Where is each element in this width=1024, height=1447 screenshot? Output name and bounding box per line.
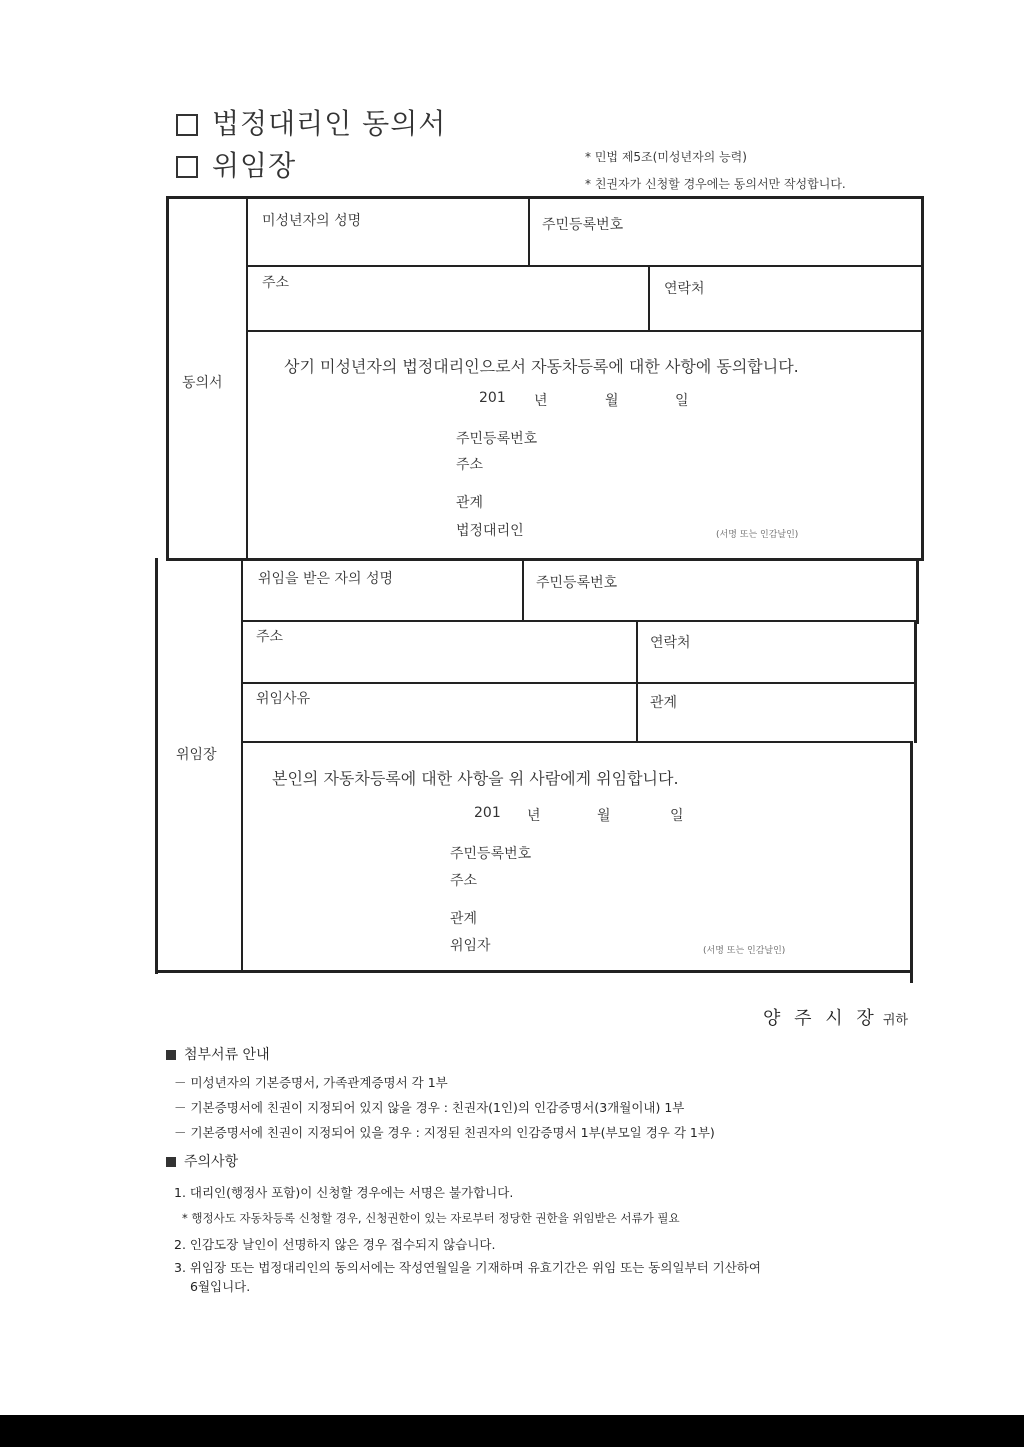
delegate-rrn-label: 주민등록번호: [536, 575, 618, 591]
consent-sign-name-label: 법정대리인: [456, 523, 524, 539]
delegate-contact-label: 연락처: [650, 635, 691, 651]
consent-sign-relation-label: 관계: [456, 495, 484, 511]
delegation-date-day-unit: 일: [670, 808, 684, 824]
delegate-address-label: 주소: [256, 629, 284, 645]
delegation-checkbox[interactable]: [176, 156, 198, 178]
consent-statement: 상기 미성년자의 법정대리인으로서 자동차등록에 대한 사항에 동의합니다.: [284, 357, 799, 376]
consent-section-label: 동의서: [182, 375, 223, 391]
law-note: * 민법 제5조(미성년자의 능력): [585, 150, 747, 164]
delegate-relation-label: 관계: [650, 695, 678, 711]
consent-date-year-unit: 년: [534, 393, 548, 409]
caution-subnote: * 행정사도 자동차등록 신청할 경우, 신청권한이 있는 자로부터 정당한 권한을 위임받은 서류가 필요: [182, 1211, 680, 1225]
attachment-item: － 기본증명서에 친권이 지정되어 있지 않을 경우 : 친권자(1인)의 인감증명서(3개월이내) 1부: [174, 1100, 685, 1115]
delegation-date-year-unit: 년: [527, 808, 541, 824]
delegation-date-month-unit: 월: [597, 808, 611, 824]
delegation-section-label: 위임장: [176, 747, 217, 763]
consent-sign-address-label: 주소: [456, 457, 484, 473]
square-bullet-icon: [166, 1050, 176, 1060]
minor-address-label: 주소: [262, 275, 290, 291]
delegation-seal-note: (서명 또는 인감날인): [703, 946, 786, 956]
delegation-sign-address-label: 주소: [450, 873, 478, 889]
consent-sign-rrn-label: 주민등록번호: [456, 431, 538, 447]
caution-item: 2. 인감도장 날인이 선명하지 않은 경우 접수되지 않습니다.: [174, 1237, 496, 1252]
delegation-statement: 본인의 자동차등록에 대한 사항을 위 사람에게 위임합니다.: [272, 769, 679, 788]
attachment-item: － 미성년자의 기본증명서, 가족관계증명서 각 1부: [174, 1075, 448, 1090]
cautions-heading: 주의사항: [166, 1151, 238, 1171]
square-bullet-icon: [166, 1157, 176, 1167]
consent-date-day-unit: 일: [675, 393, 689, 409]
parent-note: * 친권자가 신청할 경우에는 동의서만 작성합니다.: [585, 177, 846, 191]
caution-item-continuation: 6월입니다.: [190, 1279, 251, 1294]
minor-contact-label: 연락처: [664, 281, 705, 297]
consent-checkbox[interactable]: [176, 114, 198, 136]
delegation-sign-name-label: 위임자: [450, 938, 491, 954]
minor-rrn-label: 주민등록번호: [542, 217, 624, 233]
delegate-name-label: 위임을 받은 자의 성명: [258, 571, 394, 587]
delegation-sign-relation-label: 관계: [450, 911, 478, 927]
delegation-sign-rrn-label: 주민등록번호: [450, 846, 532, 862]
delegation-date-year: 201: [474, 805, 501, 821]
scan-bottom-edge: [0, 1415, 1024, 1447]
delegation-reason-label: 위임사유: [256, 691, 311, 707]
attachment-item: － 기본증명서에 친권이 지정되어 있을 경우 : 지정된 친권자의 인감증명서 1부(부모일 경우 각 1부): [174, 1125, 715, 1140]
caution-item: 1. 대리인(행정사 포함)이 신청할 경우에는 서명은 불가합니다.: [174, 1185, 514, 1200]
delegation-title: 위임장: [176, 144, 296, 184]
attachments-heading: 첨부서류 안내: [166, 1044, 270, 1064]
consent-seal-note: (서명 또는 인감날인): [716, 530, 799, 540]
caution-item: 3. 위임장 또는 법정대리인의 동의서에는 작성연월일을 기재하며 유효기간은 위임 또는 동의일부터 기산하여: [174, 1260, 761, 1275]
honorific-label: 귀하: [882, 1013, 908, 1028]
mayor-label: 양 주 시 장: [763, 1008, 878, 1029]
minor-name-label: 미성년자의 성명: [262, 213, 362, 229]
consent-title: 법정대리인 동의서: [176, 102, 446, 142]
addressee: [763, 1004, 908, 1030]
consent-date-year: 201: [479, 390, 506, 406]
consent-date-month-unit: 월: [605, 393, 619, 409]
